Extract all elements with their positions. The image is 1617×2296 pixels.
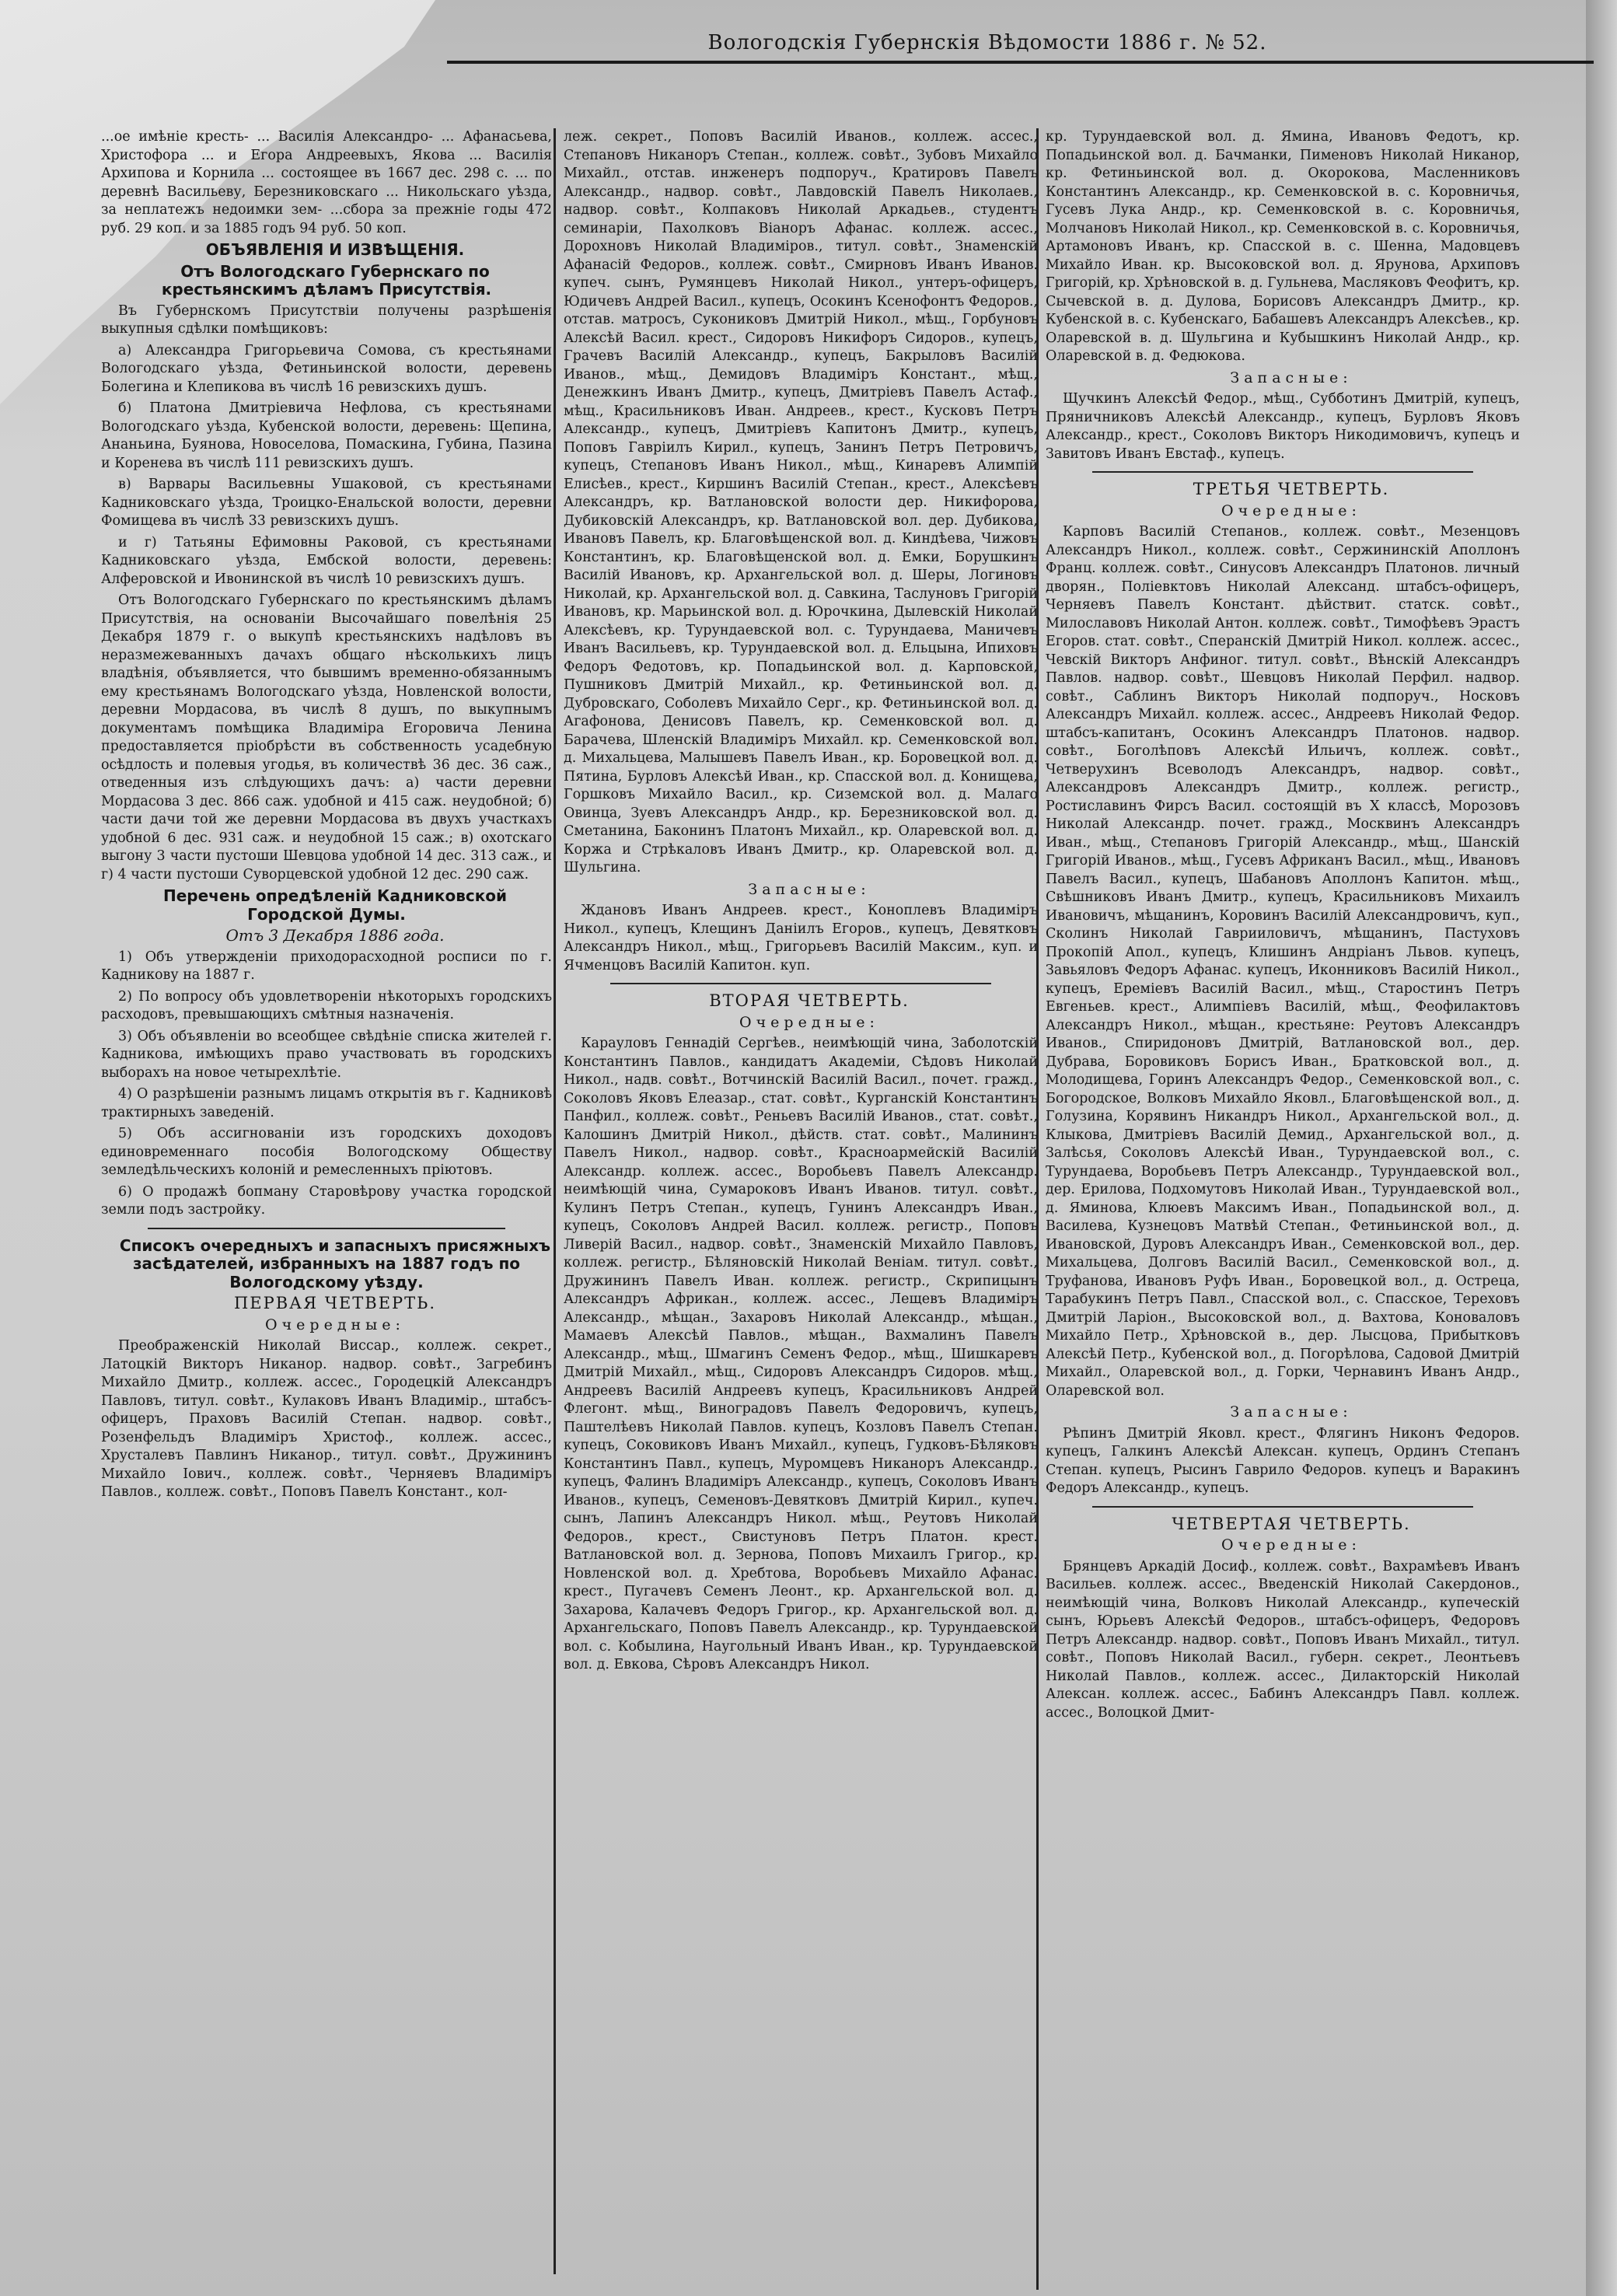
list-item: 4) О разрѣшеніи разнымъ лицамъ открытія въ г. Кадниковѣ трактирныхъ заведеній. [101, 1086, 552, 1120]
section-heading-duma: Перечень опредѣленій Кадниковской Городской Думы. [162, 886, 508, 924]
quarter-heading-2: ВТОРАЯ ЧЕТВЕРТЬ. [709, 991, 910, 1010]
juror-list-q1-cont: леж. секрет., Поповъ Василій Иванов., коллеж. ассес., Степановъ Никаноръ Степан., коллеж. совѣт., Зубовъ Михайло Михайл., отстав. инженеръ подпоруч., Кратировъ Павелъ Александр., надвор. совѣт., Лавдовскій Павелъ Николаев., надвор. совѣт., Колпаковъ Николай Аркадьев., студентъ семинаріи, Пахолковъ Віаноръ Афанас. коллеж. ассес., Дорохновъ Николай Владиміров., титул. совѣт., Знаменскій Афанасій Федоров., коллеж. совѣт., Смирновъ Иванъ Иванов. купеч. сынъ, Румянцевъ Николай Никол., унтеръ-офицеръ, Юдичевъ Андрей Васил., купецъ, Осокинъ Ксенофонтъ Федоров., отстав. матросъ, Сукониковъ Дмитрій Никол., мѣщ., Горбуновъ Алексѣй Васил. крест., Сидоровъ Никифоръ Сидоров., купецъ, Грачевъ Василій Александр., купецъ, Бакрыловъ Василій Иванов., мѣщ., Демидовъ Владиміръ Констант., мѣщ., Денежкинъ Иванъ Дмитр., купецъ, Дмитріевъ Павелъ Астаф., мѣщ., Красильниковъ Иван. Андреев., крест., Кусковъ Петръ Александр., купецъ, Дмитріевъ Капитонъ Дмитр., купецъ, Поповъ Гавріилъ Кирил., купецъ, Занинъ Петръ Петровичъ, купецъ, Степановъ Иванъ Никол., мѣщ., Кинаревъ Алимпій Елисѣев., крест., Киршинъ Василій Степан., крест., Алексѣевъ Александръ, кр. Ватлановской волости дер. Никифорова, Дубиковскій Александръ, кр. Ватлановской вол. дер. Дубикова, Ивановъ Павелъ, кр. Благовѣщенской вол. д. Киндѣева, Чижовъ Константинъ, кр. Благовѣщенской вол. д. Емки, Борушкинъ Василій Ивановъ, кр. Архангельской вол. д. Шеры, Логиновъ Николай, кр. Архангельской вол. д. Савкина, Таслуновъ Григорій Ивановъ, кр. Марьинской вол. д. Юрочкина, Дылевскій Николай Алексѣевъ, кр. Турундаевской вол. с. Турундаева, Маничевъ Иванъ Васильевъ, кр. Турундаевской вол. д. Ельцына, Ипиховъ Федоръ Федотовъ, кр. Попадьинской вол. д. Карповской, Пушниковъ Дмитрій Михайл., кр. Фетиньинской вол. д. Дубровскаго, Соболевъ Михайло Серг., кр. Фетиньинской вол. д. Агафонова, Денисовъ Павелъ, кр. Семенковской вол. д. Барачева, Шленскій Владиміръ Михайл. кр. Семенковской вол. д. Михальцева, Малышевъ Павелъ Иван., кр. Боровецкой вол. д. Пятина, Бурловъ Алексѣй Иван., кр. Спасской вол. д. Конищева, Горшковъ Михайло Васил., кр. Сиземской вол. д. Малаго Овинца, Зуевъ Александръ Андр., кр. Березниковской вол. д. Сметанина, Баконинъ Платонъ Михайл., кр. Оларевской вол. д. Коржа и Стрѣкаловъ Иванъ Дмитр., кр. Оларевской вол. д. Шульгина. [564, 129, 1038, 875]
column-rule-1 [554, 128, 556, 2274]
list-item: 1) Объ утвержденіи приходорасходной росписи по г. Кадникову на 1887 г. [101, 949, 552, 983]
juror-list-q3: Карповъ Василій Степанов., коллеж. совѣт., Мезенцовъ Александръ Никол., коллеж. совѣт., Сержининскій Аполлонъ Франц. коллеж. совѣт., Синусовъ Александръ Платонов. личный дворян., Поліевктовъ Николай Александ. штабсъ-офицеръ, Черняевъ Павелъ Констант. дѣйствит. статск. совѣт., Милославовъ Николай Антон. коллеж. совѣт., Тимофѣевъ Эрастъ Егоров. стат. совѣт., Сперанскій Дмитрій Никол. коллеж. ассес., Чевскій Викторъ Анфиног. титул. совѣт., Вѣнскій Александръ Павлов. надвор. совѣт., Шевцовъ Николай Перфил. надвор. совѣт., Саблинъ Викторъ Николай подпоруч., Носковъ Александръ Михайл. коллеж. ассес., Андреевъ Николай Федор. штабсъ-капитанъ, Осокинъ Александръ Платонов. надвор. совѣт., Боголѣповъ Алексѣй Ильичъ, коллеж. совѣт., Четверухинъ Всеволодъ Александръ, надвор. совѣт., Александровъ Александръ Дмитр., коллеж. регистр., Ростиславинъ Фирсъ Васил. состоящій въ X классѣ, Морозовъ Николай Александр. почет. гражд., Москвинъ Александръ Иван., мѣщ., Степановъ Григорій Александр., мѣщ., Шанскій Григорій Иванов., мѣщ., Гусевъ Африканъ Васил., мѣщ., Ивановъ Павелъ Васил., купецъ, Шабановъ Аполлонъ Капитон. мѣщ., Свѣшниковъ Иванъ Дмитр., купецъ, Красильниковъ Михаилъ Ивановичъ, мѣщанинъ, Коровинъ Василій Александровичъ, куп., Сколинъ Николай Гаврииловичъ, мѣщанинъ, Пастуховъ Прокопій Апол., купецъ, Клишинъ Андріанъ Львов. купецъ, Завьяловъ Федоръ Афанас. купецъ, Иконниковъ Василій Никол., купецъ, Ереміевъ Василій Васил., мѣщ., Старостинъ Петръ Евгеньев. крест., Алимпіевъ Василій, мѣщ., Феофилактовъ Александръ Никол., мѣщан., крестьяне: Реутовъ Александръ Иванов., Спиридоновъ Дмитрій, Ватлановской вол., дер. Дубрава, Боровиковъ Борисъ Иван., Братковской вол., д. Молодищева, Горинъ Александръ Федор., Семенковской вол., с. Богородское, Волковъ Михайло Яковл., Благовѣщенской вол., д. Голузина, Корявинъ Никандръ Никол., Архангельской вол., д. Клыкова, Дмитріевъ Василій Демид., Архангельской вол., д. Залѣсья, Соколовъ Алексѣй Иван., Турундаевской вол., с. Турундаева, Воробьевъ Петръ Александр., Турундаевской вол., дер. Ерилова, Подхомутовъ Николай Иван., Турундаевской вол., д. Яминова, Клюевъ Максимъ Иван., Попадьинской вол., д. Василева, Кузнецовъ Матвѣй Степан., Фетиньинской вол., д. Ивановской, Дуровъ Александръ Иван., Семенковской вол., дер. Михальцева, Долговъ Василій Васил., Семенковской вол., д. Труфанова, Ивановъ Руфъ Иван., Боровецкой вол., д. Остреца, Тарабукинъ Петръ Павл., Спасской вол., с. Спасское, Тереховъ Дмитрій Ларіон., Высоковской вол., д. Вахтова, Коноваловъ Михайло Петр., Хрѣновской в., дер. Лысцова, Прибытковъ Алексѣй Петр., Кубенской вол., д. Погорѣлова, Садовой Дмитрій Михайл., Оларевской вол., д. Горки, Чернавинъ Иванъ Андр., Оларевской вол. [1046, 524, 1520, 1399]
juror-list-q1: Преображенскій Николай Виссар., коллеж. секрет., Латоцкій Викторъ Никанор. надвор. совѣт., Загребинъ Михайло Дмитр., коллеж. ассес., Городецкій Александръ Павловъ, титул. совѣт., Кулаковъ Иванъ Владимір., штабсъ-офицеръ, Праховъ Василій Степан. надвор. совѣт., Розенфельдъ Владиміръ Христоф., коллеж. ассес., Хрусталевъ Павлинъ Никанор., титул. совѣт., Дружининъ Михайло Іович., коллеж. совѣт., Черняевъ Владиміръ Павлов., коллеж. совѣт., Поповъ Павелъ Констант., кол- [101, 1338, 552, 1500]
section-heading-presence: Отъ Вологодскаго Губернскаго по крестьянскимъ дѣламъ Присутствія. [161, 261, 492, 299]
subheading-ocherednye: Очередные: [265, 1316, 405, 1333]
torn-fragment: ...ое имѣніе кресть- ... Василія Александро- ... Афанасьева, Христофора ... и Егора Андреевыхъ, Якова ... Василія Архипова и Корнила ... состоящее въ 1667 дес. 298 с. ... по деревнѣ Васильеву, Березниковскаго ... Никольскаго уѣзда, за неплатежъ недоимки зем- ...сбора за прежніе годы 472 руб. 29 коп. и за 1885 годъ 94 руб. 50 коп. [101, 129, 552, 236]
subheading-zapasnye: Запасные: [1230, 369, 1353, 386]
reserve-list-q3: Рѣпинъ Дмитрій Яковл. крест., Флягинъ Никонъ Федоров. купецъ, Галкинъ Алексѣй Алексан. купецъ, Ординъ Степанъ Степан. купецъ, Рысинъ Гаврило Федоров. купецъ и Варакинъ Федоръ Александр., купецъ. [1046, 1425, 1520, 1496]
paragraph-g: и г) Татьяны Ефимовны Раковой, съ крестьянами Кадниковскаго уѣзда, Ембской волости, деревень: Алферовской и Ивонинской въ числѣ 10 ревизскихъ душъ. [101, 534, 552, 587]
column-2 [564, 128, 1038, 1678]
subheading-ocherednye: Очередные: [1221, 501, 1361, 519]
divider [1092, 471, 1473, 473]
column-3 [1046, 128, 1520, 1725]
quarter-heading-1: ПЕРВАЯ ЧЕТВЕРТЬ. [233, 1294, 437, 1312]
list-item: 5) Объ ассигнованіи изъ городскихъ доходовъ единовременнаго пособія Вологодскому Обществу земледѣльческихъ колоній и ремесленныхъ пріютовъ. [101, 1126, 552, 1178]
subheading-ocherednye: Очередные: [1221, 1536, 1361, 1553]
paragraph-intro: Въ Губернскомъ Присутствіи получены разрѣшенія выкупныя сдѣлки помѣщиковъ: [101, 302, 552, 337]
juror-list-q4: Брянцевъ Аркадій Досиф., коллеж. совѣт., Вахрамѣевъ Иванъ Васильев. коллеж. ассес., Введенскій Николай Сакердонов., неимѣющій чина, Волковъ Николай Александр., купеческій сынъ, Юрьевъ Алексѣй Федоров., штабсъ-офицеръ, Федоровъ Петръ Александр. надвор. совѣт., Поповъ Иванъ Михайл., титул. совѣт., Поповъ Николай Васил., губерн. секрет., Леонтьевъ Николай Павлов., коллеж. ассес., Дилакторскій Николай Алексан. коллеж. ассес., Бабинъ Александръ Павл. коллеж. ассес., Волоцкой Дмит- [1046, 1558, 1520, 1721]
subheading-zapasnye: Запасные: [748, 880, 871, 898]
date-line: Отъ 3 Декабря 1886 года. [225, 926, 445, 945]
section-heading-jurors: Списокъ очередныхъ и запасныхъ присяжныхъ засѣдателей, избранныхъ на 1887 годъ по Вологодскому уѣзду. [119, 1235, 551, 1291]
juror-list-q2-cont: кр. Турундаевской вол. д. Ямина, Ивановъ Федотъ, кр. Попадьинской вол. д. Бачманки, Пименовъ Николай Никанор, кр. Фетиньинской вол. д. Окорокова, Масленниковъ Константинъ Александр., кр. Семенковской в. с. Коровничья, Гусевъ Лука Андр., кр. Семенковской в. с. Коровничья, Молчановъ Николай Никол., кр. Семенковской в. с. Коровничья, Артамоновъ Иванъ, кр. Спасской в. с. Шенна, Мадовцевъ Михайло Иван. кр. Высоковской вол. д. Ярунова, Архиповъ Григорій, кр. Хрѣновской в. д. Гульнева, Масляковъ Феофитъ, кр. Сычевской в. д. Дулова, Борисовъ Александръ Дмитр., кр. Кубенской в. с. Кубенскаго, Бабашевъ Александръ Алексѣев., кр. Оларевской в. д. Шульгина и Кубышкинъ Николай Андр., кр. Оларевской в. д. Федюкова. [1046, 129, 1520, 364]
page-edge [1586, 0, 1617, 2296]
subheading-zapasnye: Запасные: [1230, 1403, 1353, 1421]
divider [148, 1228, 505, 1229]
juror-list-q2: Карауловъ Геннадій Сергѣев., неимѣющій чина, Заболотскій Константинъ Павлов., кандидатъ Академіи, Сѣдовъ Николай Никол., надв. совѣт., Вотчинскій Василій Васил., почет. гражд., Соколовъ Яковъ Елеазар., стат. совѣт., Курганскій Константинъ Панфил., коллеж. совѣт., Реньевъ Василій Иванов., стат. совѣт., Калошинъ Дмитрій Никол., дѣйств. стат. совѣт., Малининъ Павелъ Никол., надвор. совѣт., Красноармейскій Василій Александр. коллеж. ассес., Воробьевъ Павелъ Александр. неимѣющій чина, Сумароковъ Иванъ Иванов. титул. совѣт., Кулинъ Петръ Степан., купецъ, Гунинъ Александръ Иван., купецъ, Соколовъ Андрей Васил. коллеж. регистр., Поповъ Ливерій Васил., надвор. совѣт., Знаменскій Михайло Павловъ, коллеж. регистр., Бѣляновскій Николай Веніам. титул. совѣт., Дружининъ Павелъ Иван. коллеж. регистр., Скрипицынъ Александръ Африкан., коллеж. ассес., Лещевъ Владиміръ Александр., мѣщан., Захаровъ Николай Александр., мѣщан., Мамаевъ Алексѣй Павлов., мѣщан., Вахмалинъ Павелъ Александр., мѣщ., Шмагинъ Семенъ Федор., мѣщ., Шишкаревъ Дмитрій Михайл., мѣщ., Сидоровъ Александръ Сидоров. мѣщ., Андреевъ Василій Андреевъ купецъ, Красильниковъ Андрей Флегонт. мѣщ., Виноградовъ Павелъ Федоровичъ, купецъ, Паштелѣевъ Николай Павлов. купецъ, Козловъ Павелъ Степан. купецъ, Соковиковъ Иванъ Михайл., купецъ, Гудковъ-Бѣляковъ Константинъ Павл., купецъ, Муромцевъ Никаноръ Александр., купецъ, Фалинъ Владиміръ Александр., купецъ, Соколовъ Иванъ Иванов., купецъ, Семеновъ-Девятковъ Дмитрій Кирил., купеч. сынъ, Лапинъ Александръ Никол. мѣщ., Реутовъ Николай Федоров., крест., Свистуновъ Петръ Платон. крест. Ватлановской вол. д. Зернова, Поповъ Михаилъ Григор., кр. Новленской вол. д. Хребтова, Воробьевъ Михайло Афанас. крест., Пугачевъ Семенъ Леонт., кр. Архангельской вол. д. Захарова, Калачевъ Федоръ Григор., кр. Архангельской вол. д. Архангельскаго, Поповъ Павелъ Александр., кр. Турундаевской вол. с. Кобылина, Наугольный Иванъ Иван., кр. Турундаевской вол. д. Евкова, Сѣровъ Александръ Никол. [564, 1036, 1038, 1672]
quarter-heading-3: ТРЕТЬЯ ЧЕТВЕРТЬ. [1193, 480, 1390, 498]
list-item: 3) Объ объявленіи во всеобщее свѣдѣніе списка жителей г. Кадникова, имѣющихъ право участвовать въ городскихъ выборахъ на новое четырехлѣтіе. [101, 1028, 552, 1081]
quarter-heading-4: ЧЕТВЕРТАЯ ЧЕТВЕРТЬ. [1172, 1514, 1411, 1533]
column-1 [101, 128, 552, 1505]
divider [610, 983, 991, 984]
reserve-list-q2: Щучкинъ Алексѣй Федор., мѣщ., Субботинъ Дмитрій, купецъ, Пряничниковъ Алексѣй Александр., купецъ, Бурловъ Яковъ Александр., крест., Соколовъ Викторъ Никодимовичъ, купецъ и Завитовъ Иванъ Евстаф., купецъ. [1046, 391, 1520, 462]
paragraph-v: в) Варвары Васильевны Ушаковой, съ крестьянами Кадниковскаго уѣзда, Троицко-Енальской волости, деревни Фомищева въ числѣ 33 ревизскихъ душъ. [101, 477, 552, 529]
subheading-ocherednye: Очередные: [739, 1013, 879, 1031]
reserve-list-q1: Ждановъ Иванъ Андреев. крест., Коноплевъ Владиміръ Никол., купецъ, Клещинъ Даніилъ Егоров., купецъ, Девятковъ Александръ Никол., мѣщ., Григорьевъ Василій Максим., куп. и Ячменцовъ Василій Капитон. куп. [564, 903, 1038, 973]
paragraph-vykup: Отъ Вологодскаго Губернскаго по крестьянскимъ дѣламъ Присутствія, на основаніи Высочайшаго повелѣнія 25 Декабря 1879 г. о выкупѣ крестьянскихъ надѣловъ въ неразмежеванныхъ дачахъ общаго нѣсколькихъ лицъ владѣнія, объявляется, что бывшимъ временно-обязаннымъ ему крестьянамъ Вологодскаго уѣзда, Новленской волости, деревни Мордасова, въ числѣ 8 душъ, по выкупнымъ документамъ помѣщика Владиміра Егоровича Ленина предоставляется пріобрѣсти въ собственность усадебную осѣдлость и полевыя угодья, въ количествѣ 36 дес. 36 саж., отведенныя изъ слѣдующихъ дачъ: а) части деревни Мордасова 3 дес. 866 саж. удобной и 415 саж. неудобной; б) части дачи той же деревни Мордасова въ двухъ участкахъ удобной 6 дес. 931 саж. и неудобной 15 саж.; в) охотскаго выгону 3 части пустоши Шевцова удобной 14 дес. 313 саж., и г) 4 части пустоши Суворцевской удобной 12 дес. 290 саж. [101, 592, 552, 882]
running-head: Вологодскія Губернскія Вѣдомости 1886 г. № 52. [707, 31, 1267, 54]
paragraph-b: б) Платона Дмитріевича Нефлова, съ крестьянами Вологодскаго уѣзда, Кубенской волости, деревень: Щепина, Ананьина, Буянова, Новоселова, Помаскина, Губина, Пазина и Коренева въ числѣ 111 ревизскихъ душъ. [101, 400, 552, 471]
header-rule [447, 61, 1594, 64]
list-item: 2) По вопросу объ удовлетвореніи нѣкоторыхъ городскихъ расходовъ, превышающихъ смѣтныя назначенія. [101, 988, 552, 1022]
paragraph-a: а) Александра Григорьевича Сомова, съ крестьянами Вологодскаго уѣзда, Фетиньинской волости, деревень Болегина и Клепикова въ числѣ 16 ревизскихъ душъ. [101, 342, 552, 395]
list-item: 6) О продажѣ бопману Старовѣрову участка городской земли подъ застройку. [101, 1183, 552, 1218]
divider [1092, 1506, 1473, 1508]
section-heading-announcements: ОБЪЯВЛЕНІЯ И ИЗВѢЩЕНІЯ. [205, 240, 465, 259]
